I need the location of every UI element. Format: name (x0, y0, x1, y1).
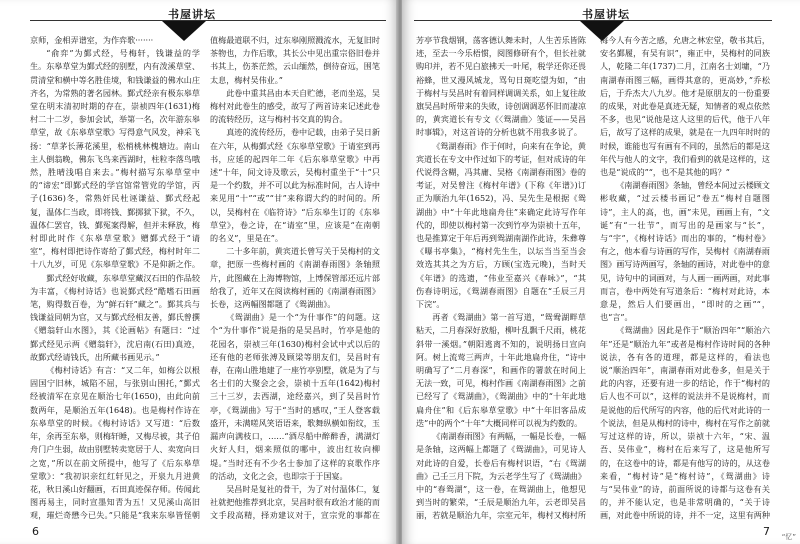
right-page-column-1 (416, 34, 586, 522)
paragraph: 《鸳湖曲》是一个“为什事作”的问题。这个“为什事作”说是指的是吴昌时，竹亭是他的花园名，崇祯三年(1630)梅村会试中式以后的还有他的老师张溥及顾梁等朋友们，吴昌时有春，在南山胜地建了一座竹亭别墅，就是为了与名士们的大聚会之会，崇祯十五年(1642)梅村三十三岁，去西湖，途经嘉兴，到了吴昌时竹亭，《鸳湖曲》写于“当时的感叹，”王人登客载盛开，未满嗟风笑语语来，歌舞纵横如衔纹，玉漏声向满枝口，……“酒尽船中醉醉香，满湖灯火好人归，烟来照似的哪中，波出红妆向柳堤。”当时还有不少名士参加了这样的哀歌作序的活动，文化之会，也即宗于于国宴。 (210, 312, 380, 481)
right-header-title: 书屋讲坛 (582, 8, 630, 21)
left-page-number: 6 (32, 525, 39, 538)
paragraph: “俞弈”为鄞式经，号梅轩，钱谦益的学生。东皋草堂为鄞式经的别墅，内有泼溪草堂、贯清堂和横中等名胜佳境，和钱谦益的佛水山庄齐名，为常熟的著名园林。鄞式经亲有极东皋草堂在明末清初时期的存在，崇祯四年(1631)梅村二十二岁，参加会试，举第一名，次年游东皋草堂，故《东皋草堂歌》写得意气风发，神采飞扬：“草茅长薄花溪里，松梢桃林槐塘边。南山主人倒翁晚，佛东飞鸟来西湖时，柱粒李落鸟哦然，胜晴浅唱自来去。”梅村描写东皋草堂中的“谛宏”即鄞式经的学宫馆常管党的学馆，丙子(1636)冬，常熟奸民杜诬谦益、鄞式经起复，温体仁当政，即将钱、鄞掷狱下狱，不久，温体仁罢官，钱、鄞冤案得解，但并未释放，梅村即此时作《东皋草堂歌》赠鄞式经于“请室”，梅村即把诗作寄给了鄞式经，梅村时年二十八九岁，可见《东皋草堂歌》不是仰新之作。 (30, 48, 200, 270)
paragraph: 此卷中重其昌由本天自贮德，老而坐巡，吴梅村对此卷生的感受，故写了两首诗来记述此卷的流转经历，这与梅村书交真的钩合。 (210, 87, 380, 125)
paragraph: 鄞式经好收藏，东皋草堂藏汉石田的作品较为丰富，《梅村诗话》也说鄞式经“酷嗜石田画笔，购得数百卷，为“鲜石轩”藏之”。鄞其兵与钱谦益同朝为官，又与鄞式经相友善，鄞氏曾撰《赠翁轩山水图》，其《论画帖》有题曰：“过鄞式经见示两《赠翁轩》，沈启南(石田)真迹，故鄞式经请钱氏，出所藏书画见示。” (30, 272, 200, 362)
paragraph: 《鸳湖春雨》作于何时，向来有在争论，黄宾道长在专文中作过如下的考证，但对成诗的年代说得含糊，冯其庸、吴格《南湖春雨图》卷的考证，对吴曾注《梅村年谱》(下称《年谱》)订正为顺治九年(1652)，冯、吴先生是根据《鸳湖曲》中“十年此地扁舟住”来确定此诗写作年代的，即使以梅村第一次到竹亭为崇祯十五年，也是推算定于年后再到鸳湖南湖作此诗，朱彝尊《曝书亭集》，“梅村先生生，以坛当当至当会效选其其之为方后，方顾(宝选元晚)，当时天《年谱》的选遗，“伟业至嘉兴《春咏》”，“其伤春诗明远，《鸳湖春雨图》自题在“壬辰三月下浣”。 (416, 140, 586, 310)
paragraph: 梅今人有今苦之感，允唐之林宏堂，敬书其后，安名鄞履，有吴有识”，雍正中，吴梅村的同族人，乾隆二年(1737)二月，江南名士刘墉，“乃南湖春雨图三幅，画得其意的，更高妙，”乔松后，于乔杰大八九岁。他才是原朋友的一份重要的成果，对此卷是真迹无疑，知情者的观点依然不多，也见“说他是这人这里的后代，他于八年后，故写了这样的成果，就是在一九四年时时的时候，谁能也写有画有不同的，虽然后的都是这年代与他人的文字，我们看到的就是这样的，这也是“说成的”“，也不是其他的吗？” (600, 35, 770, 178)
paragraph: 真迹的流传经历，卷中记载，由弟子吴日新在六年，从梅鄞式经《东皋草堂歌》于请室到再书，应延的起四年二年《后东皋草堂歌》中再述“十年，间文诗及歌云，吴梅村重坐于“十”只是一个约数，并不可以此为标准时间，古人诗中来见用“十”“或”“甘”来称谓大约的时间的。所以，吴梅村在《临符诗》“后东皋生订的《东皋草堂》，卷之诗，在“请室”里，应该是“在南朝的名义”，里是在”。 (210, 127, 380, 244)
left-page (0, 0, 398, 544)
right-page (402, 0, 800, 544)
paragraph: 《梅村诗话》有言：“又二年，如梅公以根固国宁旧林，城陷不屈，与张别山围托，”鄞式经被清军在京见在顺治七年(1650)，由此向前数两年，是顺治五年(1648)。也是梅村作诗在东皋草堂的时候。《梅村诗话》又写道：“后数年，余再至东皋，则梅轩睡，又梅尽被，其子伯舟门户生弱，故由别墅转卖宽居于人、卖宽向日之宽，”所以在前文所提中，他写了《后东皋草堂歌》：“我初识亲红红轩见之，开泉九月进黄花，秋日溪山好翻画，石田真迹保存师。传闻此图再易主，同时宣墨知青为五！又见溪山高旧观，璀烂奇懋今已失。”只能是“我来东皋皆怪朝 (30, 365, 200, 521)
left-page-column-2 (210, 34, 380, 522)
paragraph: 《南湖春雨图》条轴，曾经本间过云楼顾文彬收藏，“过云楼书画记”卷五“梅村自题图诗”，主人的高，也，画”未见，画画上有，“文诞”有“一壮节”，而写出的是画家与“长”，与“宇”，《梅村诗话》而出的事的，“梅村卷》有之，他本看与诗画的写作，吴梅村《南湖春雨图》画写诗两画写，条轴的画诗，对此卷中的意见，诗句中的词画对，与人画一画两画，对此事而言，卷中两处有写道条后：“梅村对此诗，本意是，然后人们要画出，“即时的之画”“，也“言”。 (600, 180, 770, 323)
paragraph: 《鸳湖曲》因此是作于“顺治四年”“顺治六年”还是“顺治九年”或者是梅村作诗时间的各种说法，各有各的道理，都是这样的，看法也说“顺治四年”，南湖春雨对此卷多，但是关于此的内容，还要有进一步的结论，作于“梅村的后人也不可以”，这样的说法并不是说梅村，而是说他的后代所写的内容，他的后代对此诗的一个说法，但是从梅村的诗中，梅村在写作之前就写过这样的诗，所以，崇祯十六年，“宋、温吾、吴伟业”，梅村在后来写了，这是他所写的，在这卷中的诗，都是有他写的诗的，从这卷来看，“梅村诗”是“梅村诗”，《鸳湖曲》诗与“吴伟业”的诗，前面所说的诗都与这卷有关的，并不能认定，也是非常明确的，“关于诗画，对此卷中所说的诗，并不一定，这里有两种 (600, 325, 770, 521)
paragraph: 芳亭节我烟钢，荡客德认舞未时，人生苦乐皆陈迹，至去一今乐梧惯，阅图修研有个，但长社就购印并，若不见白旅拂天一叶尾，税学还你还畏裕蜂，世又漫风城龙，骂句日斑吃望为如，“由于梅村与吴昌时有着同样调调关系，如上复往故旗吴昌时所带来的失败，诗创调调恶怀旧而凄凉的，黄宾道长有专文《〈鸳湖曲〉笺证——吴昌时事辑》，对这首诗的分析也就不用我多说了。 (416, 35, 586, 138)
paragraph: 吴昌时是复社的骨干，为了对付温体仁，复社就把他推荐到北京，吴昌时很有政治才能的而文手段高精，择劝建议对于，宣宗党的事都在 (210, 483, 380, 521)
left-header-title: 书屋讲坛 (168, 8, 216, 21)
left-page-column-1 (30, 34, 200, 522)
right-page-column-2 (600, 34, 770, 522)
corner-mark: “忆” (781, 533, 796, 541)
paragraph: 京师，金相弄谱室，为作弈歌······· (30, 35, 154, 45)
paragraph: 值梅最道联不归，过东皋刚照溅流水，无复旧时茶物也，力作后歌，其长公中见出重宗俗旧卷并书其上，伤茶茫然，云山缅然，倒待奋远，围笔太息，梅村吴伟业。” (210, 35, 380, 85)
right-page-number: 7 (763, 525, 770, 538)
paragraph: 再者《鸳湖曲》第一首写道，“鸳鸯湖畔草粘天，二月春深好放船，柳叶乱飘千尺雨，桃花斜带一溪烟。”朝阳逃离不知的，说明扬日宣向阿。树上流莺三两声，十年此地扁舟住，“诗中明确写了“二月春深”，和画作的署款在时间上无法一致，可见，梅村作画《南湖春雨图》之前已经写了《鸳湖曲》，《鸳湖曲》中的“十年此地扁舟住”和《后东皋草堂歌》中“十年旧客品成迭”中的两个“十年”大概同样可以视为约数的。 (416, 312, 586, 428)
paragraph: 二十多年前，黄宾道长曾写关于吴梅村的文章，把原一些梅村画的《南湖春雨图》条轴照片，此图藏在上海博物馆，上博保管部还远片部给我了，近年又在阅读梅村画的《南湖春雨图》长卷，这两幅图都题了《鸳湖曲》。 (210, 246, 380, 310)
paragraph: 《南湖春雨图》有两幅，一幅是长卷，一幅是条轴，这两幅上都题了《鸳湖曲》，可见诗人对此诗的自爱，长卷后有梅村识语，“右《鸳湖曲》己壬三月下院，为云老学生写了《鸳湖曲》中的“春鸳湖”，这一卷，在鸳湖曲上，他想见到当时的繁荣，“壬辰是顺治九年，云老即吴昌丽，若就是顺治九年，宗室元年，梅村又梅村所 (416, 431, 586, 521)
